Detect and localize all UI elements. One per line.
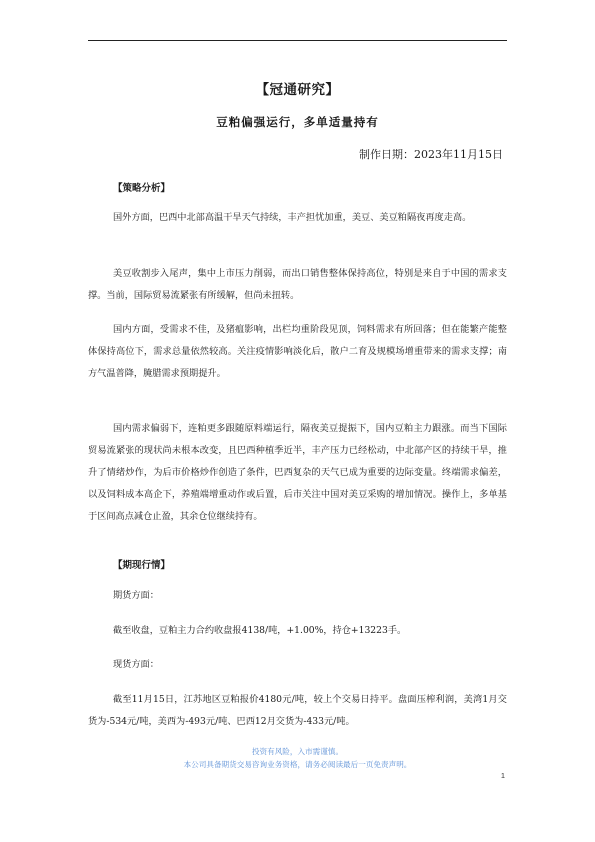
- strategy-paragraph-4: 国内需求偏弱下，连粕更多跟随原料端运行，隔夜美豆提振下，国内豆粕主力跟涨。而当下国际贸易流紧张的现状尚未根本改变，且巴西种植季近半，丰产压力已经松动，中北部产区的持续干旱，推升了情绪炒作，为后市价格炒作创造了条件，巴西复杂的天气已成为重要的边际变量。终端需求偏差，以及饲料成本高企下，养殖端增重动作或后置，后市关注中国对美豆采购的增加情况。操作上，多单基于区间高点减仓止盈，其余仓位继续持有。: [88, 423, 507, 522]
- market-heading: 【期现行情】: [113, 560, 171, 571]
- strategy-paragraph-1: 国外方面，巴西中北部高温干旱天气持续，丰产担忧加重，美豆、美豆粕隔夜再度走高。: [113, 212, 472, 223]
- report-title: 豆粕偏强运行，多单适量持有: [216, 115, 379, 129]
- strategy-paragraph-2: 美豆收割步入尾声，集中上市压力削弱，而出口销售整体保持高位，特别是来自于中国的需求支撑。当前，国际贸易流紧张有所缓解，但尚未扭转。: [88, 268, 507, 301]
- page-number: 1: [500, 771, 505, 780]
- spot-label: 现货方面：: [113, 659, 159, 670]
- strategy-heading: 【策略分析】: [113, 183, 171, 194]
- futures-text: 截至收盘，豆粕主力合约收盘报4138/吨，+1.00%，持仓+13223手。: [113, 625, 407, 636]
- strategy-paragraph-3: 国内方面，受需求不佳，及猪瘟影响，出栏均重阶段见顶，饲料需求有所回落；但在能繁产能整体保持高位下，需求总量依然较高。关注疫情影响淡化后，散户二育及规模场增重带来的需求支撑；南方气温普降，腌腊需求预期提升。: [88, 324, 507, 379]
- risk-warning: 投资有风险，入市需谨慎。: [251, 747, 344, 756]
- brand-title: 【冠通研究】: [255, 82, 340, 98]
- spot-text: 截至11月15日，江苏地区豆粕报价4180元/吨，较上个交易日持平。盘面压榨利润，美湾1月交货为-534元/吨，美西为-493元/吨、巴西12月交货为-433元/吨。: [88, 694, 507, 727]
- header-rule: [88, 40, 507, 41]
- report-date: 制作日期：2023年11月15日: [359, 148, 503, 161]
- disclaimer-note: 本公司具备期货交易咨询业务资格，请务必阅读最后一页免责声明。: [183, 760, 412, 769]
- futures-label: 期货方面：: [113, 590, 159, 601]
